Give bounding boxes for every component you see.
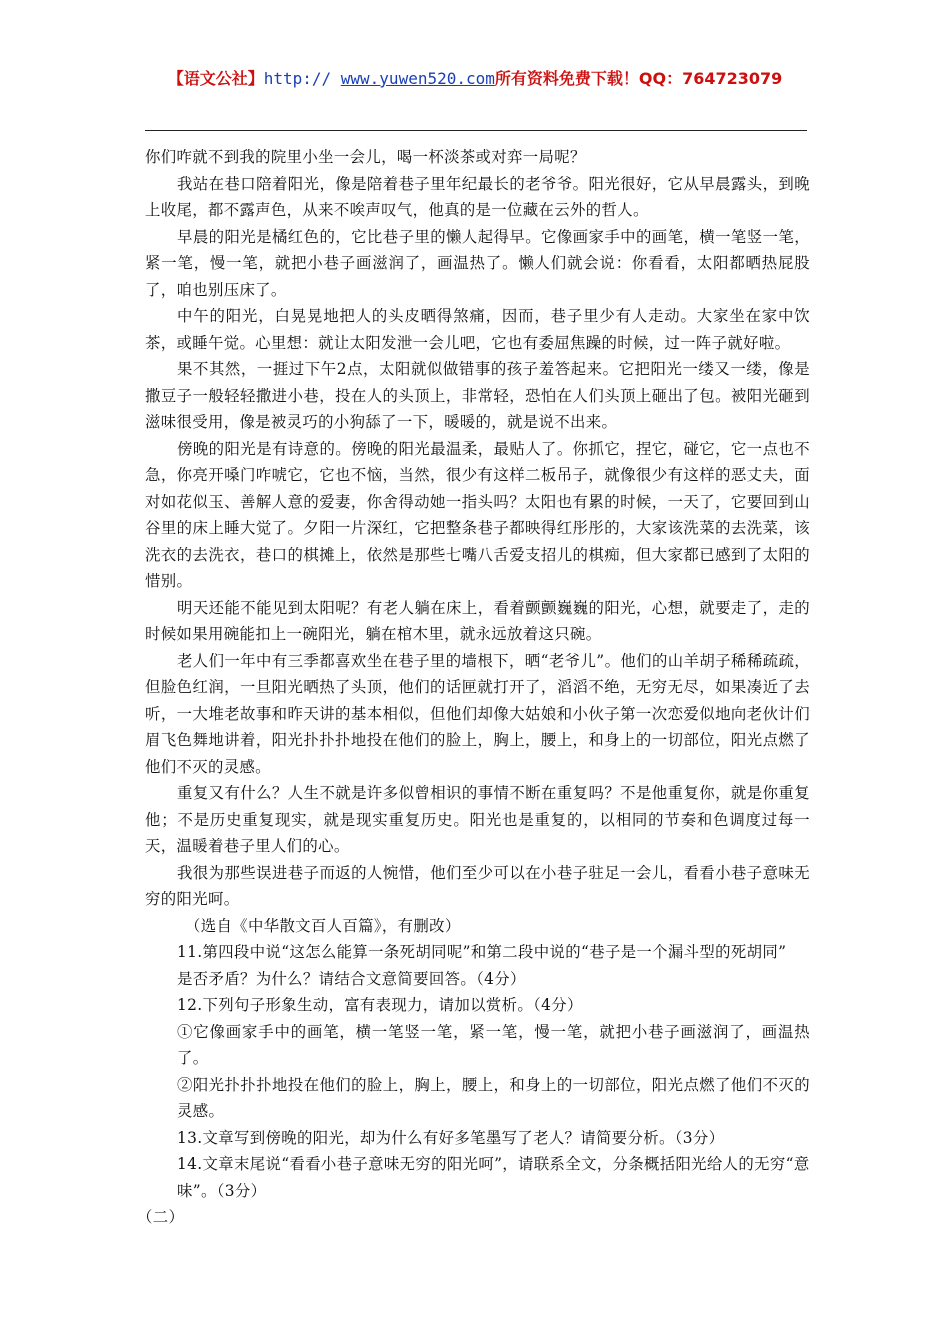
paragraph: 明天还能不能见到太阳呢？有老人躺在床上，看着颤颤巍巍的阳光，心想，就要走了，走的时候如果用碗能扣上一碗阳光，躺在棺木里，就永远放着这只碗。 [145, 598, 810, 643]
brand-label: 【语文公社】 [167, 69, 264, 88]
paragraph: 傍晚的阳光是有诗意的。傍晚的阳光最温柔，最贴人了。你抓它，捏它，碰它，它一点也不急，你亮开嗓门咋唬它，它也不恼，当然，很少有这样二板吊子，就像很少有这样的恶丈夫，面对如花似玉、善解人意的爱妻，你舍得动她一指头吗？太阳也有累的时候，一天了，它要回到山谷里的床上睡大觉了。夕阳一片深红，它把整条巷子都映得红彤彤的，大家该洗菜的去洗菜，该洗衣的去洗衣，巷口的棋摊上，依然是那些七嘴八舌爱支招儿的棋痴，但大家都已感到了太阳的惜别。 [145, 439, 810, 590]
website-link[interactable]: www.yuwen520.com [340, 69, 495, 88]
paragraph: 中午的阳光，白晃晃地把人的头皮晒得煞痛，因而，巷子里少有人走动。大家坐在家中饮茶，或睡午觉。心里想：就让太阳发泄一会儿吧，它也有委屈焦躁的时候，过一阵子就好啦。 [145, 307, 810, 352]
paragraph: 重复又有什么？人生不就是许多似曾相识的事情不断在重复吗？不是他重复你，就是你重复他；不是历史重复现实，就是现实重复历史。阳光也是重复的，以相同的节奏和色调度过每一天，温暖着巷子里人们的心。 [145, 784, 810, 855]
page-header [0, 66, 950, 89]
question-12-item-2: ②阳光扑扑扑地投在他们的脸上，胸上，腰上，和身上的一切部位，阳光点燃了他们不灭的灵感。 [177, 1075, 810, 1120]
paragraph: 我站在巷口陪着阳光，像是陪着巷子里年纪最长的老爷爷。阳光很好，它从早晨露头，到晚上收尾，都不露声色，从来不唉声叹气，他真的是一位藏在云外的哲人。 [145, 174, 810, 219]
paragraph: 你们咋就不到我的院里小坐一会儿，喝一杯淡茶或对弈一局呢？ [145, 148, 586, 166]
paragraph: 我很为那些误进巷子而返的人惋惜，他们至少可以在小巷子驻足一会儿，看看小巷子意味无穷的阳光呵。 [145, 863, 810, 908]
paragraph: 果不其然，一捱过下午2点，太阳就似做错事的孩子羞答起来。它把阳光一缕又一缕，像是撒豆子一般轻轻撒进小巷，投在人的头顶上，非常轻，恐怕在人们头顶上砸出了包。被阳光砸到滋味很受用，像是被灵巧的小狗舔了一下，暖暖的，就是说不出来。 [145, 360, 810, 431]
http-prefix: http:// [263, 69, 341, 88]
paragraph: 早晨的阳光是橘红色的，它比巷子里的懒人起得早。它像画家手中的画笔，横一笔竖一笔，紧一笔，慢一笔，就把小巷子画滋润了，画温热了。懒人们就会说：你看看，太阳都晒热屁股了，咱也别压床了。 [145, 227, 810, 299]
question-11: 11.第四段中说“这怎么能算一条死胡同呢”和第二段中说的“巷子是一个漏斗型的死胡同” [177, 943, 787, 961]
question-13: 13.文章写到傍晚的阳光，却为什么有好多笔墨写了老人？请简要分析。（3分） [177, 1128, 725, 1147]
question-14-cont: 味”。（3分） [177, 1181, 267, 1200]
question-12-item-1: ①它像画家手中的画笔，横一笔竖一笔，紧一笔，慢一笔，就把小巷子画滋润了，画温热了。 [177, 1022, 810, 1067]
paragraph: 老人们一年中有三季都喜欢坐在巷子里的墙根下，晒“老爷儿”。他们的山羊胡子稀稀疏疏，但脸色红润，一旦阳光晒热了头顶，他们的话匣就打开了，滔滔不绝，无穷无尽，如果凑近了去听，一大堆老故事和昨天讲的基本相似，但他们却像大姑娘和小伙子第一次恋爱似地向老伙计们眉飞色舞地讲着，阳光扑扑扑地投在他们的脸上，胸上，腰上，和身上的一切部位，阳光点燃了他们不灭的灵感。 [145, 651, 810, 776]
question-12: 12.下列句子形象生动，富有表现力，请加以赏析。（4分） [177, 996, 583, 1014]
question-14: 14.文章末尾说“看看小巷子意味无穷的阳光呵”，请联系全文，分条概括阳光给人的无穷“意 [177, 1155, 810, 1173]
section-label: （二） [137, 1208, 185, 1226]
header-tagline: 所有资料免费下载！QQ：764723079 [494, 69, 783, 88]
document-body [137, 144, 810, 1231]
source-note: （选自《中华散文百人百篇》，有删改） [185, 916, 461, 935]
header-divider [145, 130, 807, 131]
question-11-cont: 是否矛盾？为什么？请结合文意简要回答。（4分） [177, 969, 526, 988]
